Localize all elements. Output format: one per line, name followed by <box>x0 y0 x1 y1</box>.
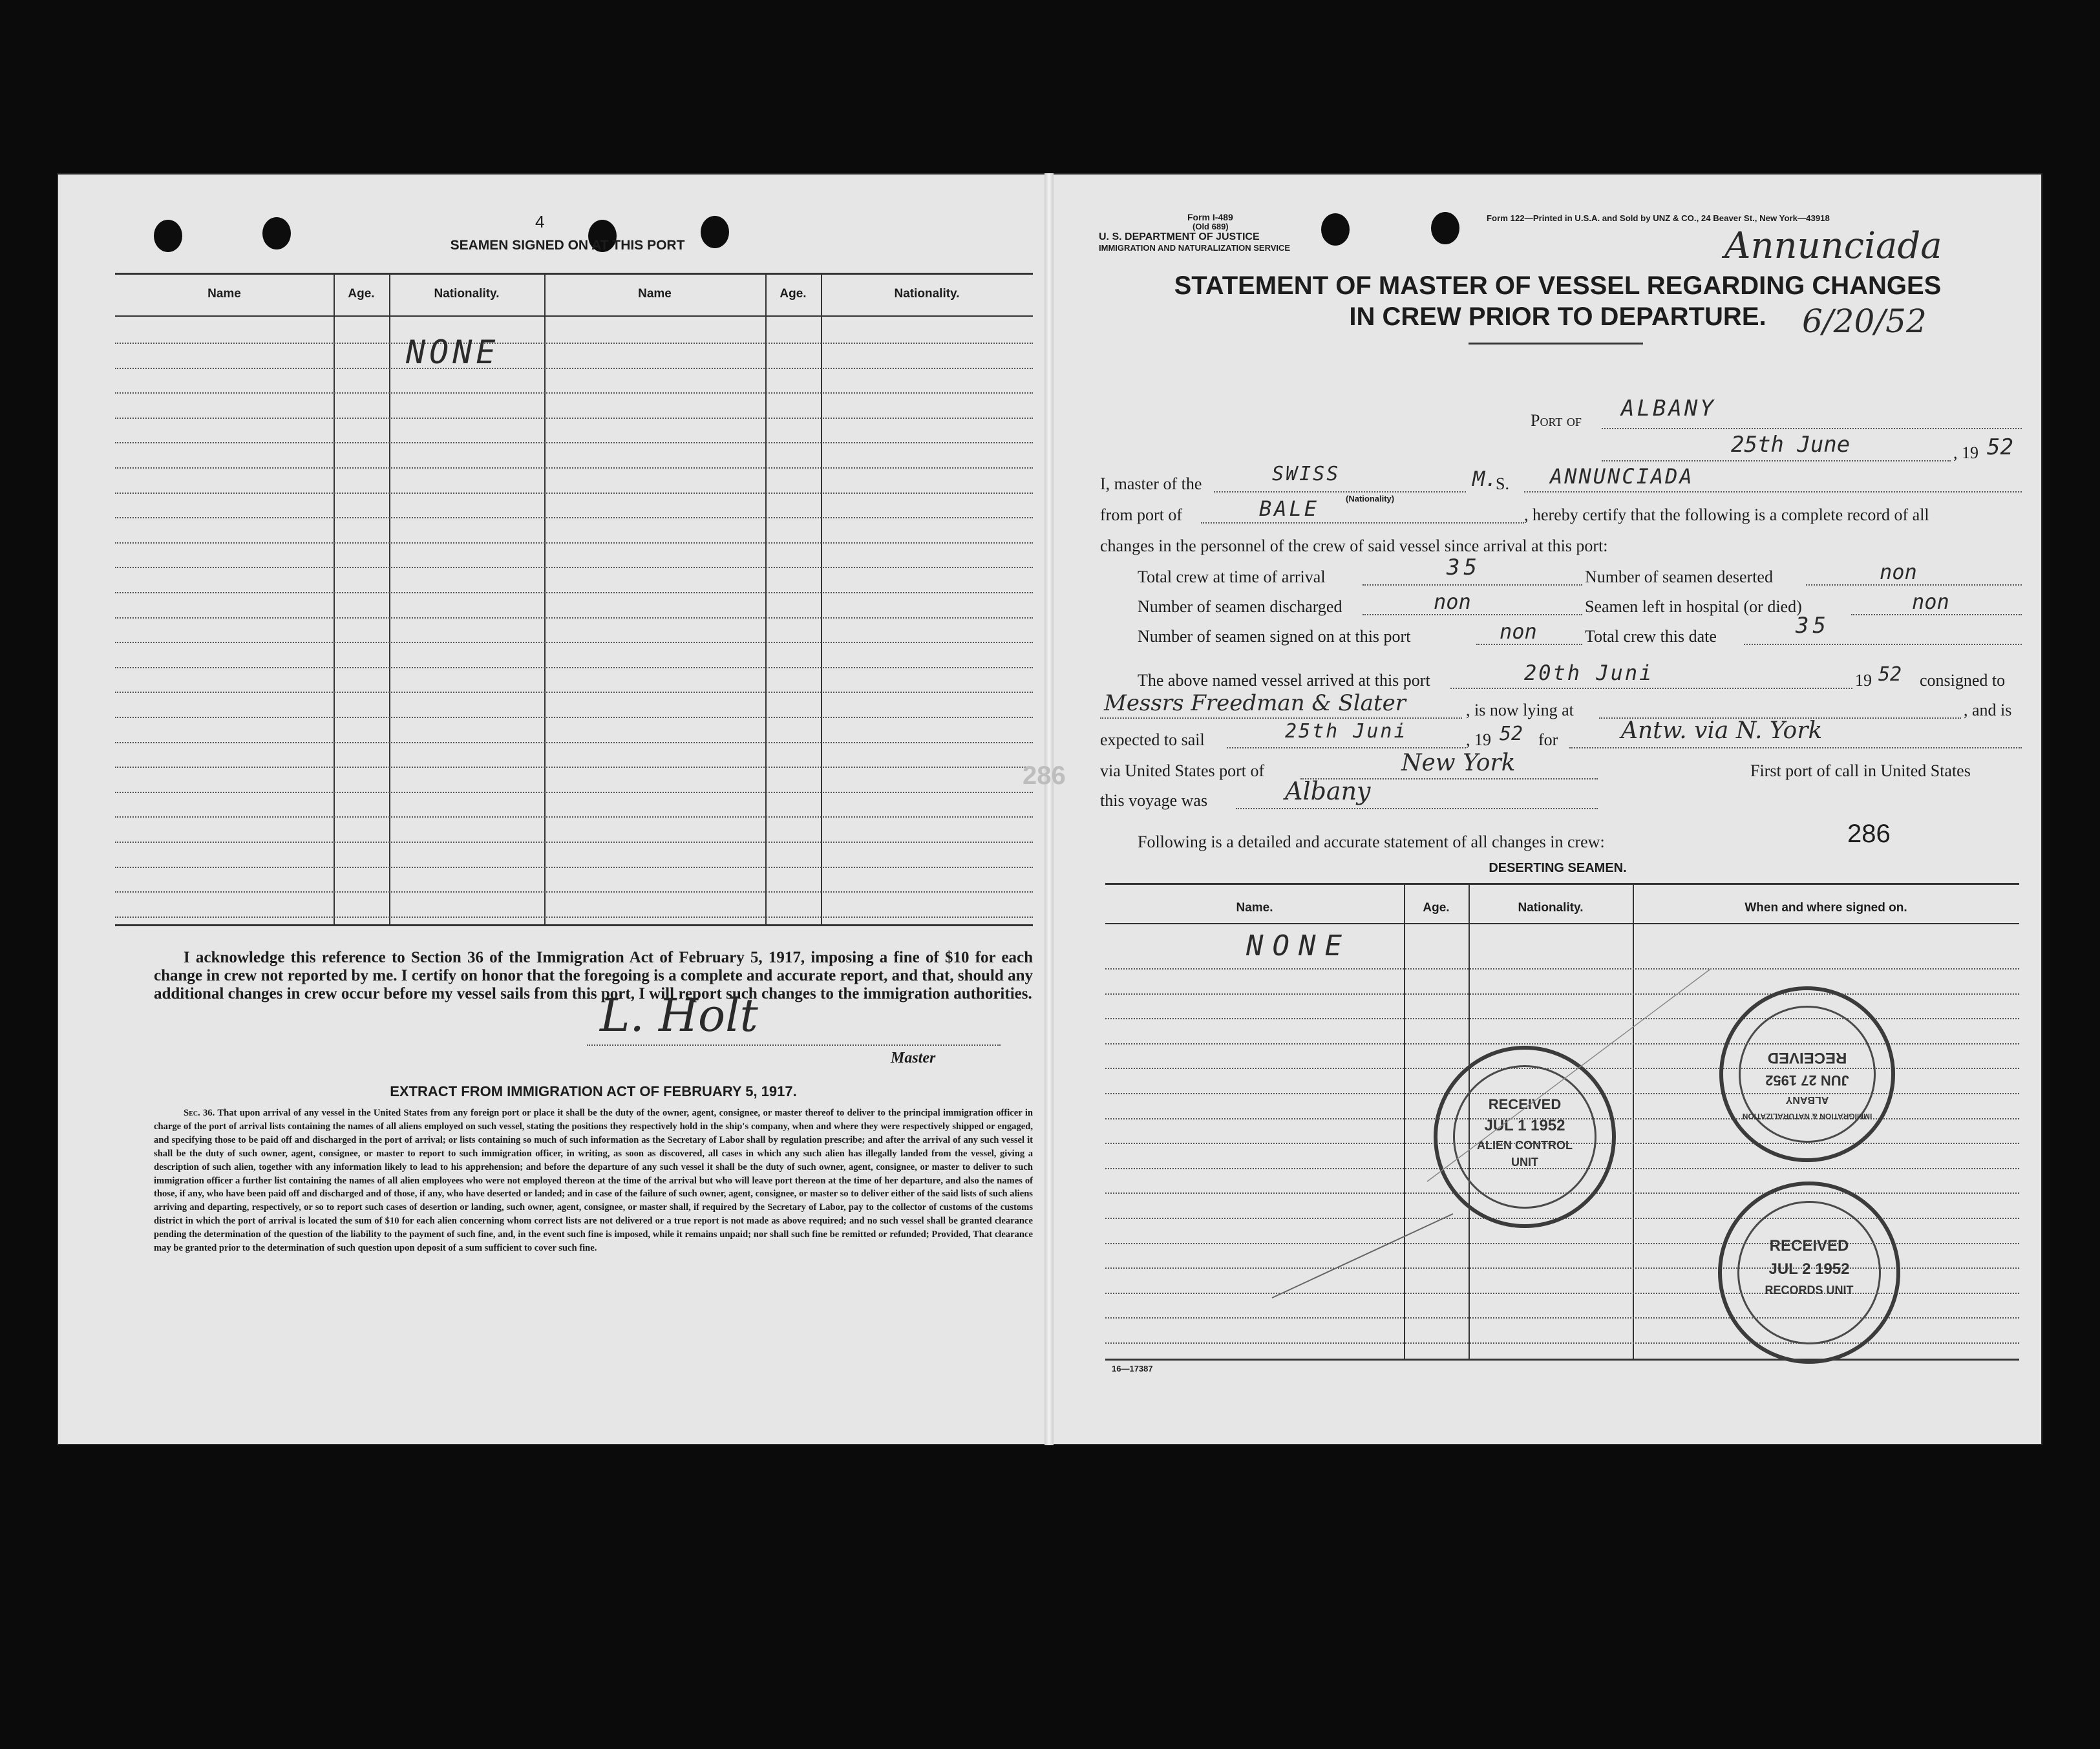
faint-bleed-number: 286 <box>1023 761 1066 790</box>
date-value: 25th June <box>1731 432 1851 458</box>
extract-title: EXTRACT FROM IMMIGRATION ACT OF FEBRUARY 5, 1917. <box>390 1083 797 1099</box>
pencil-stroke <box>1427 968 1712 1182</box>
handwritten-none: NONE <box>406 334 500 371</box>
vessel-prefix: M. <box>1472 467 1498 491</box>
discharged-value: non <box>1434 589 1471 614</box>
column-header-nationality: Nationality. <box>434 287 500 301</box>
number-stamp: 286 <box>1847 820 1891 848</box>
master-label: Master <box>891 1050 936 1066</box>
from-port-value: BALE <box>1259 496 1320 521</box>
column-header-name-2: Name <box>638 287 672 301</box>
vessel-name-value: ANNUNCIADA <box>1550 464 1694 489</box>
nationality-value: SWISS <box>1272 463 1341 485</box>
deserting-col-signed-on: When and where signed on. <box>1745 901 1907 915</box>
arrived-year-value: 52 <box>1878 663 1902 686</box>
total-arrival-value: 35 <box>1447 555 1481 580</box>
signed-on-value: non <box>1500 619 1537 644</box>
stamp-line: ALBANY <box>1785 1094 1829 1105</box>
arrived-year-prefix: 19 <box>1855 671 1872 690</box>
pencil-stroke <box>1272 1214 1453 1298</box>
total-date-label: Total crew this date <box>1585 627 1717 646</box>
for-label: for <box>1538 730 1558 749</box>
printer-line: Form 122—Printed in U.S.A. and Sold by UNZ & CO., 24 Beaver St., New York—43918 <box>1487 213 1830 223</box>
stamp-line: RECORDS UNIT <box>1765 1284 1854 1297</box>
stamp-line: RECEIVED <box>1488 1096 1562 1112</box>
column-header-age-2: Age. <box>780 287 807 301</box>
hospital-value: non <box>1912 589 1949 614</box>
total-date-value: 35 <box>1796 613 1830 639</box>
voyage-value: Albany <box>1285 777 1371 805</box>
port-of-value: ALBANY <box>1621 396 1716 421</box>
discharged-label: Number of seamen discharged <box>1138 597 1342 616</box>
form-title-line-2: IN CREW PRIOR TO DEPARTURE. <box>1349 302 1766 331</box>
changes-text: changes in the personnel of the crew of said vessel since arrival at this port: <box>1100 536 1608 555</box>
date-year-value: 52 <box>1987 434 2013 460</box>
stamp-line: UNIT <box>1511 1156 1538 1169</box>
arrived-label: The above named vessel arrived at this port <box>1138 671 1430 690</box>
consigned-label: consigned to <box>1920 671 2006 690</box>
expected-year-prefix: , 19 <box>1466 730 1491 749</box>
first-port-label: First port of call in United States <box>1750 761 1971 780</box>
via-label: via United States port of <box>1100 761 1265 780</box>
form-old-number: (Old 689) <box>1193 222 1229 231</box>
stamp-line: JUN 27 1952 <box>1765 1072 1849 1088</box>
certify-text: , hereby certify that the following is a complete record of all <box>1524 505 1929 524</box>
voyage-label: this voyage was <box>1100 791 1208 810</box>
stamp-line: JUL 1 1952 <box>1484 1117 1565 1134</box>
stamp-line: JUL 2 1952 <box>1768 1260 1850 1278</box>
deserted-label: Number of seamen deserted <box>1585 567 1773 586</box>
section-label: Sec. 36. <box>184 1108 215 1118</box>
annotation-vessel-name: Annunciada <box>1724 225 1942 267</box>
consignee-value: Messrs Freedman & Slater <box>1104 690 1406 716</box>
expected-year-value: 52 <box>1500 723 1523 745</box>
annotation-date: 6/20/52 <box>1802 302 1927 340</box>
master-signature: L. Holt <box>600 989 758 1042</box>
via-value: New York <box>1401 750 1516 776</box>
form-code: 16—17387 <box>1112 1364 1153 1373</box>
stamp-line: RECEIVED <box>1769 1237 1849 1255</box>
from-port-label: from port of <box>1100 505 1183 524</box>
section-body: That upon arrival of any vessel in the United States from any foreign port or place it shall be the duty of the owner, agent, consignee, or master thereof to deliver to the principal immigration officer in charge of the port of arrival lists containing the names of all aliens employed on such vessel, stating the positions they respectively hold in the ship's company, when and where they were respectively shipped or engaged, and specifying those to be paid off and discharged in the port of arrival; or lists containing so much of such information as the Secretary of Labor shall by regulation prescribe; and after the arrival of any such vessel it shall be the duty of such owner, agent, consignee, or master to report to such immigration officer, in writing, as soon as discovered, all cases in which any such alien has illegally landed from the vessel, giving a description of such alien, together with any information likely to lead to his apprehension; and before the departure of any such vessel it shall be the duty of such owner, agent, consignee, or master to deliver to such immigration officer a further list containing the names of all alien employees who were not employed thereon at the time of the arrival but who will leave port thereon at the time of her departure, and also the names of those, if any, who have been paid off and discharged and of those, if any, who have deserted or landed; and in case of the failure of such owner, agent, consignee, or master so to deliver either of the said lists of such aliens arriving and departing, respectively, or so to report such cases of desertion or landing, such owner, agent, consignee, or master shall, if required by the Secretary of Labor, pay to the collector of customs of the customs district in which the port of arrival is located the sum of $10 for each alien concerning whom correct lists are not delivered or a true report is not made as above required; and no such vessel shall be granted clearance pending the determination of the question of the liability to the payment of such fine, and, in the event such fine is imposed, while it remains unpaid; nor shall such fine be remitted or refunded; Provided, That clearance may be granted prior to the determination of such question upon deposit of a sum sufficient to cover such fine. <box>154 1108 1033 1254</box>
expected-value: 25th Juni <box>1285 720 1408 743</box>
left-page-title: SEAMEN SIGNED ON AT THIS PORT <box>450 238 685 253</box>
deserting-col-name: Name. <box>1236 901 1273 915</box>
stamp-line: ALIEN CONTROL <box>1477 1139 1573 1152</box>
deserting-title: DESERTING SEAMEN. <box>1489 861 1627 875</box>
form-number: Form I-489 <box>1187 212 1233 222</box>
expected-label: expected to sail <box>1100 730 1205 749</box>
pencil-strokes <box>57 173 2042 1445</box>
and-is-text: , and is <box>1964 701 2012 719</box>
deserting-col-nationality: Nationality. <box>1518 901 1584 915</box>
date-year-prefix: , 19 <box>1953 443 1978 462</box>
stamp-line: IMMIGRATION & NATURALIZATION <box>1742 1112 1872 1121</box>
signed-on-label: Number of seamen signed on at this port <box>1138 627 1411 646</box>
form-title-line-1: STATEMENT OF MASTER OF VESSEL REGARDING CHANGES <box>1174 271 1942 300</box>
acknowledgment-paragraph: I acknowledge this reference to Section 36 of the Immigration Act of February 5, 1917, imposing a fine of $10 for each change in crew not reported by me. I certify on honor that the foregoing is a complete and accurate report, and that, should any additional changes in crew occur before my vessel sails from this port, I will report such changes to the immigration authorities. <box>154 949 1033 1002</box>
department: U. S. DEPARTMENT OF JUSTICE <box>1099 231 1260 242</box>
deserting-none: NONE <box>1246 929 1351 962</box>
stamp-line: RECEIVED <box>1767 1049 1847 1066</box>
column-header-nationality-2: Nationality. <box>894 287 960 301</box>
vessel-s: S. <box>1496 474 1509 493</box>
column-header-name: Name <box>207 287 241 301</box>
deserting-col-age: Age. <box>1423 901 1450 915</box>
page-number: 4 <box>535 212 545 231</box>
master-of-label: I, master of the <box>1100 474 1202 493</box>
following-text: Following is a detailed and accurate statement of all changes in crew: <box>1138 832 1605 851</box>
service: IMMIGRATION AND NATURALIZATION SERVICE <box>1099 243 1291 253</box>
for-value: Antw. via N. York <box>1621 717 1823 744</box>
document-sheet <box>57 173 2042 1445</box>
arrived-value: 20th Juni <box>1524 661 1654 685</box>
total-arrival-label: Total crew at time of arrival <box>1138 567 1326 586</box>
hospital-label: Seamen left in hospital (or died) <box>1585 597 1802 616</box>
deserted-value: non <box>1880 560 1917 584</box>
lying-label: , is now lying at <box>1466 701 1574 719</box>
column-header-age: Age. <box>348 287 375 301</box>
nationality-caption: (Nationality) <box>1346 494 1395 504</box>
port-of-label: Port of <box>1531 411 1582 430</box>
